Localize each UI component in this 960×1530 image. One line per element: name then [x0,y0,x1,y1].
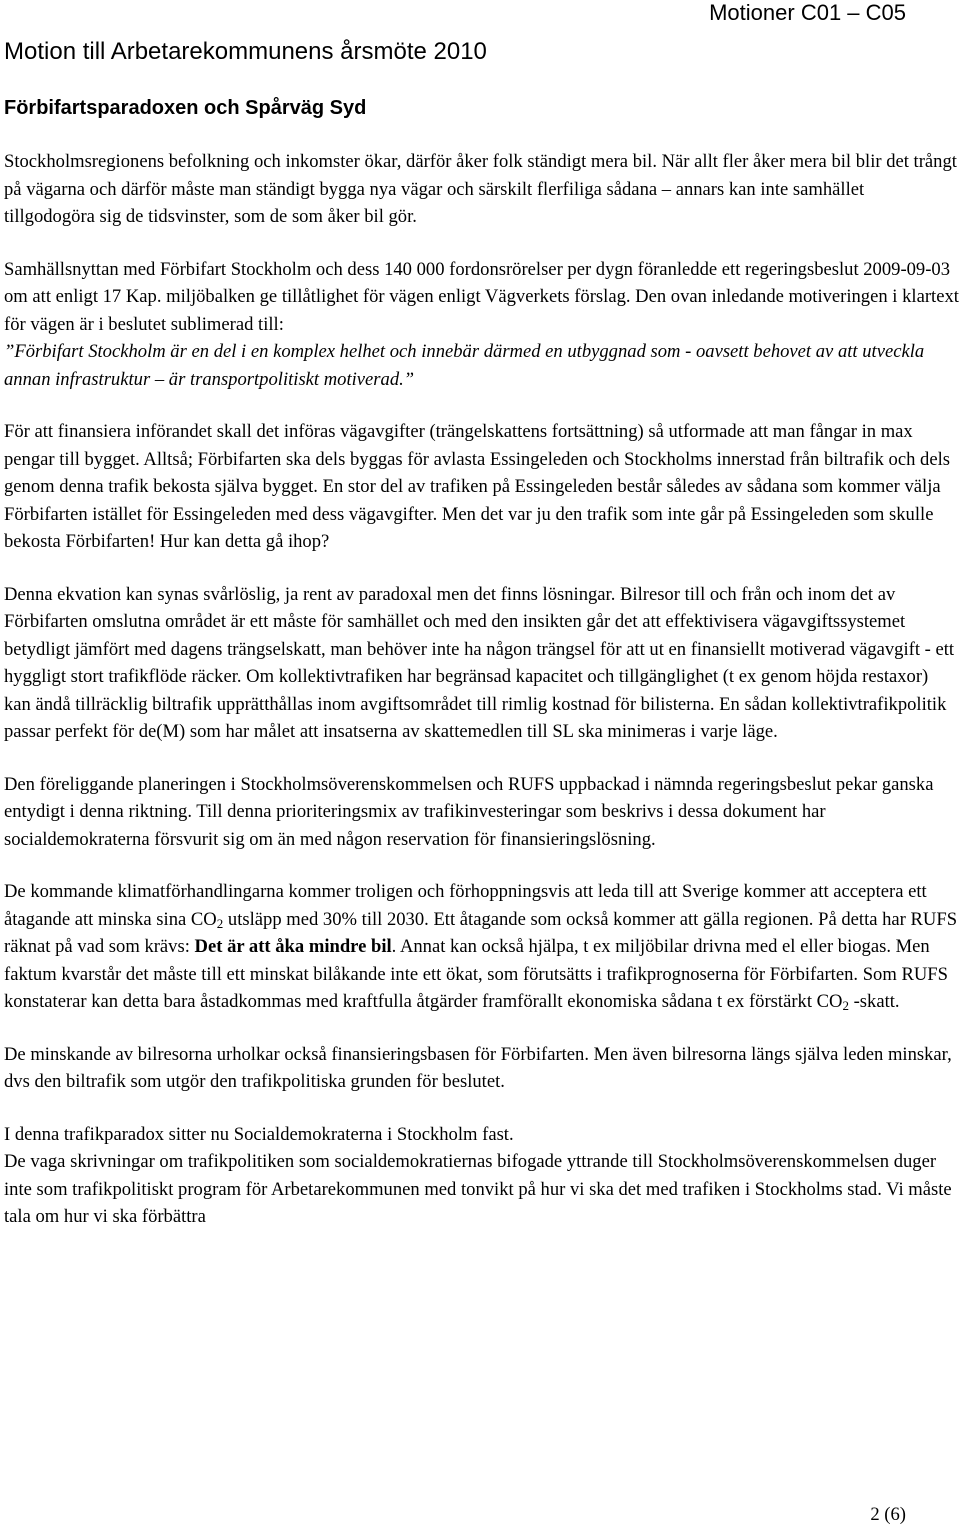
paragraph-2: Samhällsnyttan med Förbifart Stockholm och dess 140 000 fordonsrörelser per dygn föranledde ett regeringsbeslut 2009-09-03 om att enligt 17 Kap. miljöbalken ge tillåtlighet för vägen enligt Vägverkets förslag. Den ovan inledande motiveringen i klartext för vägen är i beslutet sublimerad till: [4,258,959,335]
document-title: Motion till Arbetarekommunens årsmöte 2010 [4,38,487,65]
co2-subscript: 2 [842,998,849,1013]
motion-body [4,148,959,1231]
paragraph-7: De minskande av bilresorna urholkar också finansieringsbasen för Förbifarten. Men även bilresorna längs själva leden minskar, dvs den biltrafik som utgör den trafikpolitiska grunden för beslutet. [4,1043,952,1092]
quote-text: ”Förbifart Stockholm är en del i en komplex helhet och innebär därmed en utbyggnad som - oavsett behovet av att utveckla annan infrastruktur – är transportpolitiskt motiverad.” [4,341,925,390]
co2-subscript: 2 [216,915,224,931]
paragraph-6-emphasis: Det är att åka mindre bil [194,936,392,957]
paragraph-4: Denna ekvation kan synas svårlöslig, ja rent av paradoxal men det finns lösningar. Bilresor till och från och inom det av Förbifarten omslutna området är ett måste för samhället och med den insikten går det att effektivisera vägavgiftssystemet betydligt jämfört med dagens trängselskatt, man behöver inte ha någon trängsel för att ut en finansiellt motiverad vägavgift - ett hyggligt stort trafikflöde räcker. Om kollektivtrafiken har begränsad kapacitet och tillgänglighet (t ex genom höjda restaxor) kan ändå tillräcklig biltrafik upprätthållas inom avgiftsområdet till rimlig kostnad för bilisterna. En sådan kollektivtrafikpolitik passar perfekt för de(M) som har målet att insatserna av skattemedlen till SL ska minimeras i varje läge. [4,583,955,742]
quote [4,338,959,393]
paragraph-6-part-d: -skatt. [848,991,900,1012]
paragraph-3: För att finansiera införandet skall det införas vägavgifter (trängelskattens fortsättning) så utformade att man fångar in max pengar till bygget. Alltså; Förbifarten ska dels byggas för avlasta Essingeleden och Stockholms innerstad från biltrafik och dels genom denna trafik bekosta själva bygget. En stor del av trafiken på Essingeleden består således av sådana som kommer välja Förbifarten istället för Essingeleden med dess vägavgifter. Men det var ju den trafik som inte går på Essingeleden som skulle bekosta Förbifarten! Hur kan detta gå ihop? [4,421,950,552]
motion-title: Förbifartsparadoxen och Spårväg Syd [4,97,367,119]
paragraph-6-part-c: . Annat kan också hjälpa, t ex miljöbilar drivna med el eller biogas. Men faktum kvarstår det måste till ett minskat bilåkande inte ett ökat, som förutsätts i trafikprognoserna för Förbifarten. Som RUFS konstaterar kan detta bara åstadkommas med kraftfulla åtgärder framförallt ekonomiska sådana t ex förstärkt CO [4,936,948,1012]
paragraph-6-part-a: De kommande klimatförhandlingarna kommer troligen och förhoppningsvis att leda till att Sverige kommer att acceptera ett åtagande att minska sina CO [4,881,927,930]
paragraph-8: I denna trafikparadox sitter nu Socialdemokraterna i Stockholm fast. [4,1123,514,1145]
motions-reference: Motioner C01 – C05 [709,0,906,25]
paragraph-5: Den föreliggande planeringen i Stockholmsöverenskommelsen och RUFS uppbackad i nämnda regeringsbeslut pekar ganska entydigt i denna riktning. Till denna prioriteringsmix av trafikinvesteringar som beskrivs i dessa dokument har socialdemokraterna försvurit sig om än med någon reservation för finansieringslösning. [4,773,934,850]
paragraph-1: Stockholmsregionens befolkning och inkomster ökar, därför åker folk ständigt mera bil. När allt fler åker mera bil blir det trångt på vägarna och därför måste man ständigt bygga nya vägar och särskilt flerfiliga sådana – annars kan inte samhället tillgodogöra sig de tidsvinster, som de som åker bil gör. [4,151,957,227]
paragraph-6-part-b: utsläpp med 30% till 2030. Ett åtagande som också kommer att gälla regionen. På detta har RUFS räknat på vad som krävs: [4,908,958,957]
paragraph-6 [4,878,959,1016]
paragraph-9: De vaga skrivningar om trafikpolitiken som socialdemokratiernas bifogade yttrande till Stockholmsöverenskommelsen duger inte som trafikpolitiskt program för Arbetarekommunen med tonvikt på hur vi ska det med trafiken i Stockholms stad. Vi måste tala om hur vi ska förbättra [4,1151,952,1227]
page-number: 2 (6) [870,1504,906,1525]
